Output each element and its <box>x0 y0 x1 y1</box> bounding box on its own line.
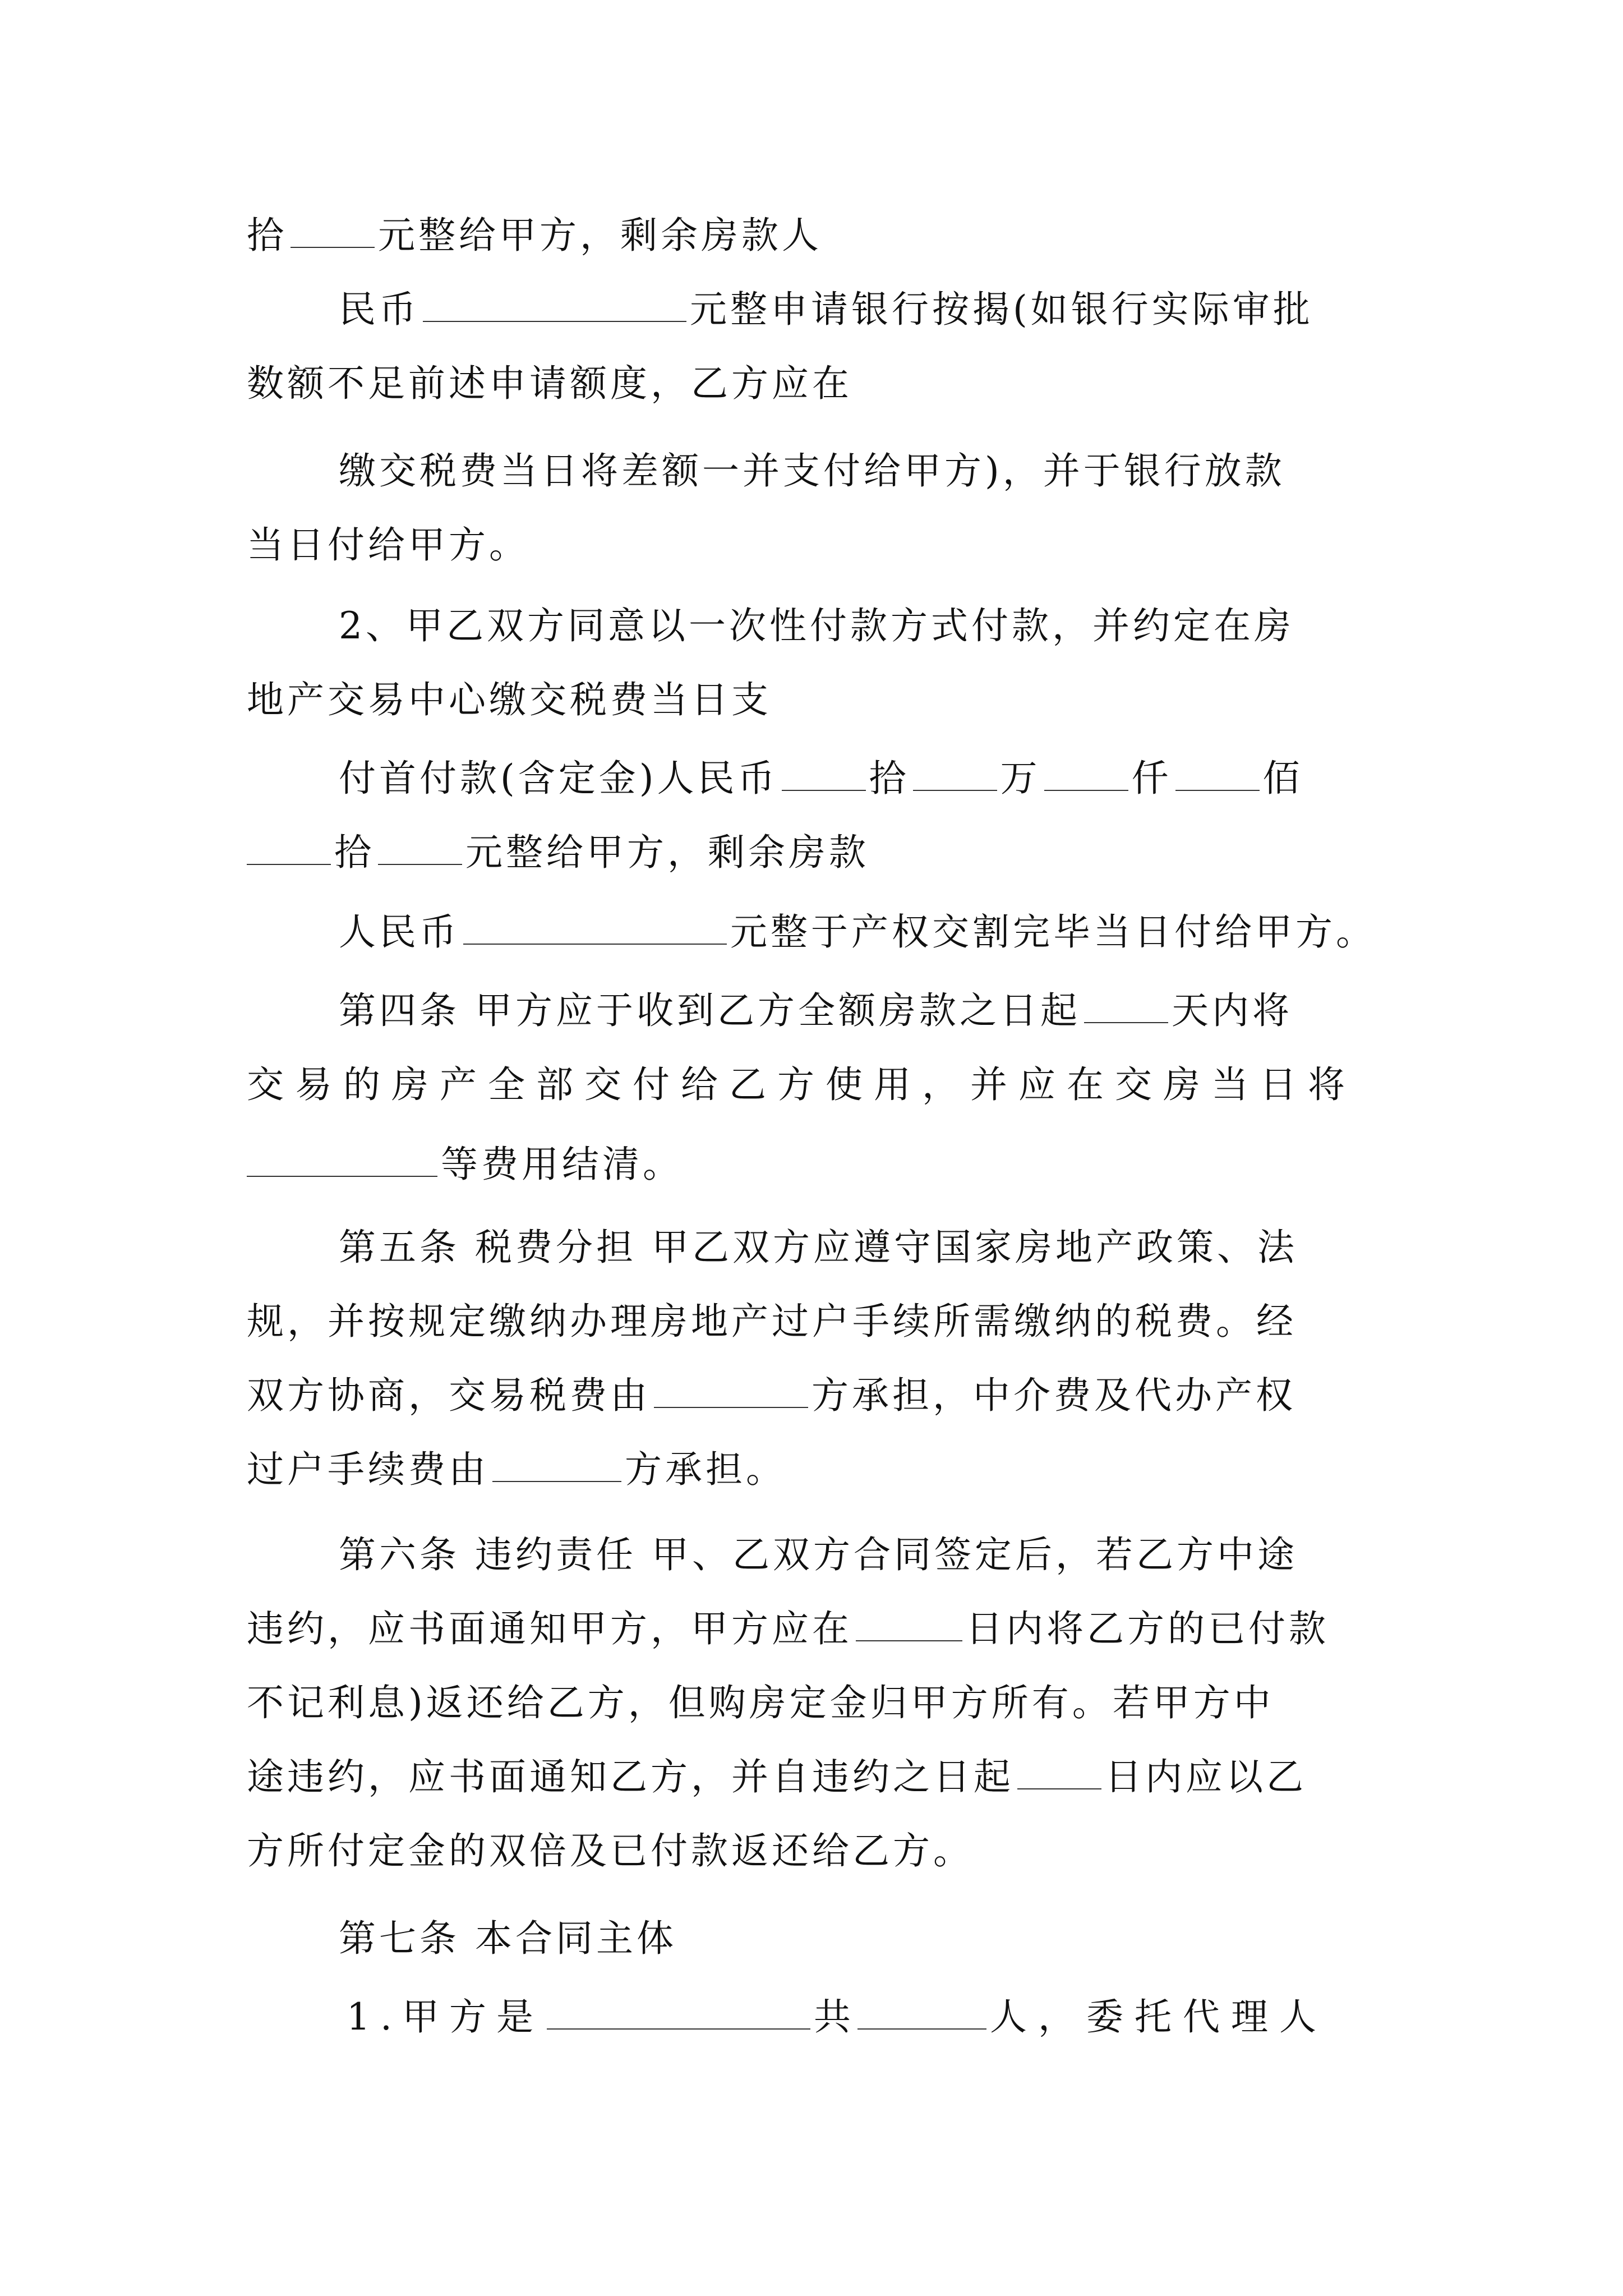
text-line-3: 数额不足前述申请额度，乙方应在 <box>247 362 852 405</box>
text-line-15: 规，并按规定缴纳办理房地产过户手续所需缴纳的税费。经 <box>247 1300 1297 1343</box>
text-line-22: 方所付定金的双倍及已付款返还给乙方。 <box>247 1829 974 1872</box>
blank-field <box>463 912 727 945</box>
text-line-1: 拾 元整给甲方，剩余房款人 <box>247 214 822 257</box>
text-line-17: 过户手续费由 方承担。 <box>247 1448 786 1491</box>
text-line-19: 违约，应书面通知甲方，甲方应在 日内将乙方的已付款 <box>247 1607 1329 1650</box>
text-line-11: 第四条 甲方应于收到乙方全额房款之日起 天内将 <box>339 989 1293 1032</box>
blank-field <box>291 215 375 248</box>
text-line-20: 不记利息)返还给乙方，但购房定金归甲方所有。若甲方中 <box>247 1681 1274 1724</box>
blank-field <box>782 758 866 791</box>
text-line-8: 付首付款(含定金)人民币 拾 万 仟 佰 <box>339 757 1303 800</box>
text-line-13: 等费用结清。 <box>247 1137 683 1193</box>
text-line-21: 途违约，应书面通知乙方，并自违约之日起 日内应以乙 <box>247 1755 1307 1798</box>
text-line-7: 地产交易中心缴交税费当日支 <box>247 678 772 721</box>
text-line-18: 第六条 违约责任 甲、乙双方合同签定后，若乙方中途 <box>339 1533 1298 1576</box>
blank-field <box>654 1375 808 1408</box>
blank-field <box>1175 758 1260 791</box>
text-line-4: 缴交税费当日将差额一并支付给甲方)，并于银行放款 <box>339 449 1285 493</box>
text-line-12: 交易的房产全部交付给乙方使用，并应在交房当日将 <box>247 1063 1356 1106</box>
text-line-9: 拾 元整给甲方，剩余房款 <box>247 825 869 881</box>
text-line-23: 第七条 本合同主体 <box>339 1917 677 1960</box>
blank-field <box>492 1450 621 1482</box>
text-line-24: 1.甲方是 共 人，委托代理人 <box>347 1995 1327 2039</box>
text-line-6: 2、甲乙双方同意以一次性付款方式付款，并约定在房 <box>339 604 1294 647</box>
text-line-2: 民币 元整申请银行按揭(如银行实际审批 <box>339 288 1313 331</box>
blank-field <box>856 1609 962 1641</box>
blank-field <box>378 832 462 865</box>
text-line-5: 当日付给甲方。 <box>247 523 529 567</box>
blank-field <box>913 758 997 791</box>
blank-field <box>1044 758 1128 791</box>
text-line-14: 第五条 税费分担 甲乙双方应遵守国家房地产政策、法 <box>339 1226 1298 1269</box>
blank-field <box>247 1144 437 1177</box>
blank-field <box>247 832 331 865</box>
blank-field <box>857 1997 986 2030</box>
blank-field <box>1017 1757 1101 1789</box>
text-line-16: 双方协商，交易税费由 方承担，中介费及代办产权 <box>247 1374 1296 1417</box>
blank-field <box>1084 991 1168 1023</box>
blank-field <box>547 1997 810 2030</box>
blank-field <box>423 289 686 322</box>
text-line-10: 人民币 元整于产权交割完毕当日付给甲方。 <box>339 910 1376 954</box>
